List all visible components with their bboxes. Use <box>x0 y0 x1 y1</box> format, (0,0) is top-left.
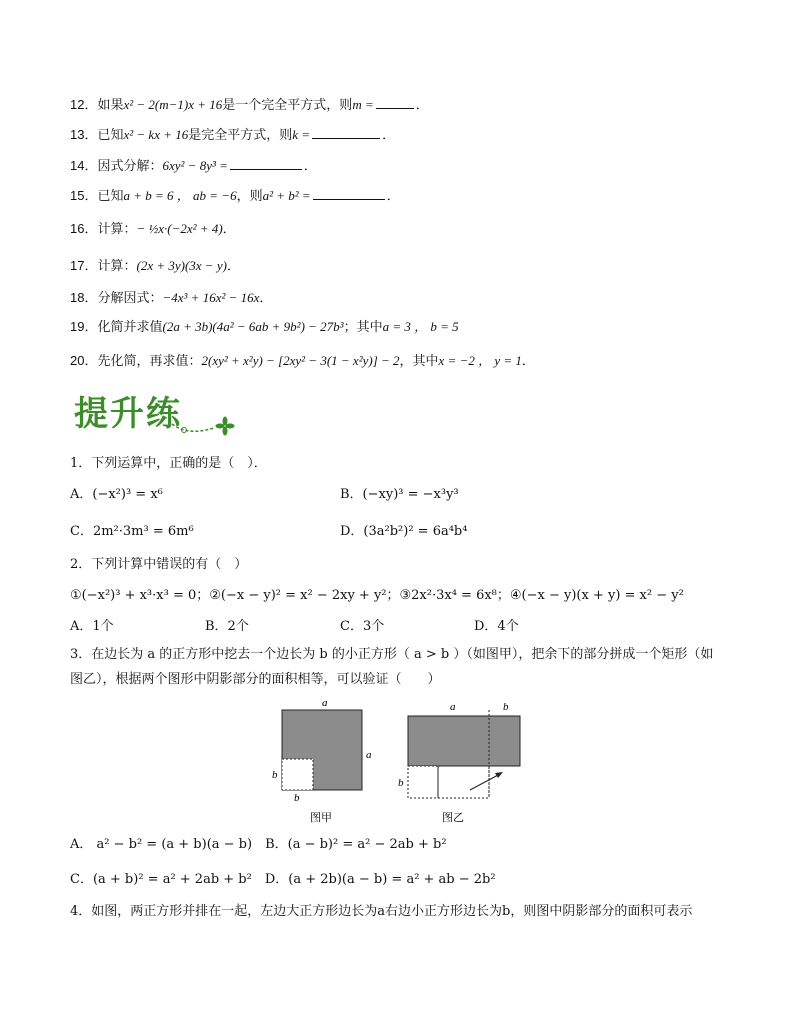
math-expression: − ½x·(−2x² + 4) <box>136 221 223 236</box>
answer-blank <box>230 168 302 170</box>
question-number: 16． <box>70 221 98 236</box>
figure-squares <box>0 696 794 836</box>
question-16 <box>70 220 236 239</box>
question-1-stem: 1．下列运算中，正确的是（ ）． <box>70 456 267 471</box>
question-text: 计算： <box>97 259 137 274</box>
label-b-left: b <box>398 777 404 789</box>
math-expression: a + b = 6 ， ab = −6 <box>123 188 237 203</box>
vine-decoration-icon <box>170 412 240 442</box>
punctuation: ． <box>386 189 400 204</box>
question-number: 20． <box>70 353 98 368</box>
question-text: 先化简，再求值： <box>97 354 202 369</box>
question-2-stem: 2．下列计算中错误的有（ ） <box>70 557 248 572</box>
question-text: 是一个完全平方式，则 <box>222 98 353 113</box>
question-number: 13． <box>70 127 98 142</box>
answer-blank <box>313 198 385 200</box>
question-number: 17． <box>70 258 98 273</box>
question-number: 18． <box>70 290 98 305</box>
question-text: 已知 <box>97 189 124 204</box>
label-b-left: b <box>272 769 278 781</box>
question-text: 分解因式： <box>97 291 163 306</box>
question-text: ，则 <box>236 189 263 204</box>
question-number: 19． <box>70 319 98 334</box>
option-c: C．3个 <box>340 619 385 634</box>
caption-yi: 图乙 <box>442 812 464 824</box>
question-text: 已知 <box>97 128 124 143</box>
question-12 <box>70 96 429 115</box>
math-expression: a² + b² = <box>262 188 311 203</box>
math-expression: 2(xy² + x²y) − [2xy² − 3(1 − x²y)] − 2 <box>201 353 400 368</box>
question-13 <box>70 126 395 145</box>
question-number: 15． <box>70 188 98 203</box>
question-4-stem: 4．如图，两正方形并排在一起，左边大正方形边长为a右边小正方形边长为b，则图中阴影部分的面积可表示 <box>70 904 693 919</box>
question-text: 是完全平方式，则 <box>188 128 293 143</box>
math-expression: −4x³ + 16x² − 16x <box>162 290 260 305</box>
option-c: C．2m²·3m³ = 6m⁶ <box>70 524 194 539</box>
question-14 <box>70 157 317 176</box>
question-text: 计算： <box>97 222 137 237</box>
punctuation: ． <box>382 128 396 143</box>
label-b-top: b <box>503 701 509 713</box>
option-a: A．1个 <box>70 619 114 634</box>
question-19 <box>70 318 459 337</box>
math-expression: m = <box>352 97 374 112</box>
label-b-bottom: b <box>294 792 300 804</box>
figure-jia <box>272 697 372 824</box>
math-expression: a = 3 ， b = 5 <box>382 319 459 334</box>
question-text: 化简并求值 <box>97 320 163 335</box>
question-2-items: ①(−x²)³ + x³·x³ = 0；②(−x − y)² = x² − 2xy + y²；③2x²·3x⁴ = 6x⁸；④(−x − y)(x + y) = x² − y² <box>70 588 684 603</box>
question-3-stem-line1: 3．在边长为 a 的正方形中挖去一个边长为 b 的小正方形（ a > b ）（如图甲），把余下的部分拼成一个矩形（如 <box>70 647 714 662</box>
answer-blank <box>376 107 414 109</box>
math-expression: k = <box>292 127 311 142</box>
answer-blank <box>312 137 380 139</box>
math-expression: (2x + 3y)(3x − y) <box>136 258 227 273</box>
question-text: 因式分解： <box>97 159 163 174</box>
question-3-options-ab: A． a² − b² = (a + b)(a − b) B．(a − b)² = a² − 2ab + b² <box>70 837 447 852</box>
question-3-options-cd: C．(a + b)² = a² + 2ab + b² D．(a + 2b)(a − b) = a² + ab − 2b² <box>70 872 496 887</box>
question-text: 如果 <box>97 98 124 113</box>
option-b: B．(−xy)³ = −x³y³ <box>340 487 459 502</box>
question-text: ． <box>259 291 273 306</box>
label-a-top: a <box>322 697 328 709</box>
label-a-top: a <box>450 701 456 713</box>
math-expression: 6xy² − 8y³ = <box>162 158 228 173</box>
option-b: B．2个 <box>205 619 249 634</box>
punctuation: ． <box>303 159 317 174</box>
question-text: ． <box>222 222 236 237</box>
question-text: ，其中 <box>399 354 439 369</box>
option-d: D．(3a²b²)² = 6a⁴b⁴ <box>340 524 468 539</box>
punctuation: ． <box>521 354 535 369</box>
option-a: A．(−x²)³ = x⁶ <box>70 487 163 502</box>
question-15 <box>70 187 400 206</box>
section-heading <box>74 386 182 435</box>
question-text: ；其中 <box>343 320 383 335</box>
math-expression: x = −2 ， y = 1 <box>438 353 522 368</box>
punctuation: ． <box>415 98 429 113</box>
question-17 <box>70 257 240 276</box>
math-expression: (2a + 3b)(4a² − 6ab + 9b²) − 27b³ <box>162 319 344 334</box>
question-number: 14． <box>70 158 98 173</box>
question-18 <box>70 289 272 308</box>
option-d: D．4个 <box>474 619 519 634</box>
section-title-text: 提升练 <box>74 394 182 434</box>
question-20 <box>70 352 535 371</box>
question-number: 12． <box>70 97 98 112</box>
math-expression: x² − 2(m−1)x + 16 <box>123 97 223 112</box>
question-text: ． <box>226 259 240 274</box>
caption-jia: 图甲 <box>310 812 332 824</box>
question-3-stem-line2: 图乙），根据两个图形中阴影部分的面积相等，可以验证（ ） <box>70 672 441 687</box>
label-a-right: a <box>366 749 372 761</box>
math-expression: x² − kx + 16 <box>123 127 189 142</box>
figure-yi <box>398 701 520 824</box>
